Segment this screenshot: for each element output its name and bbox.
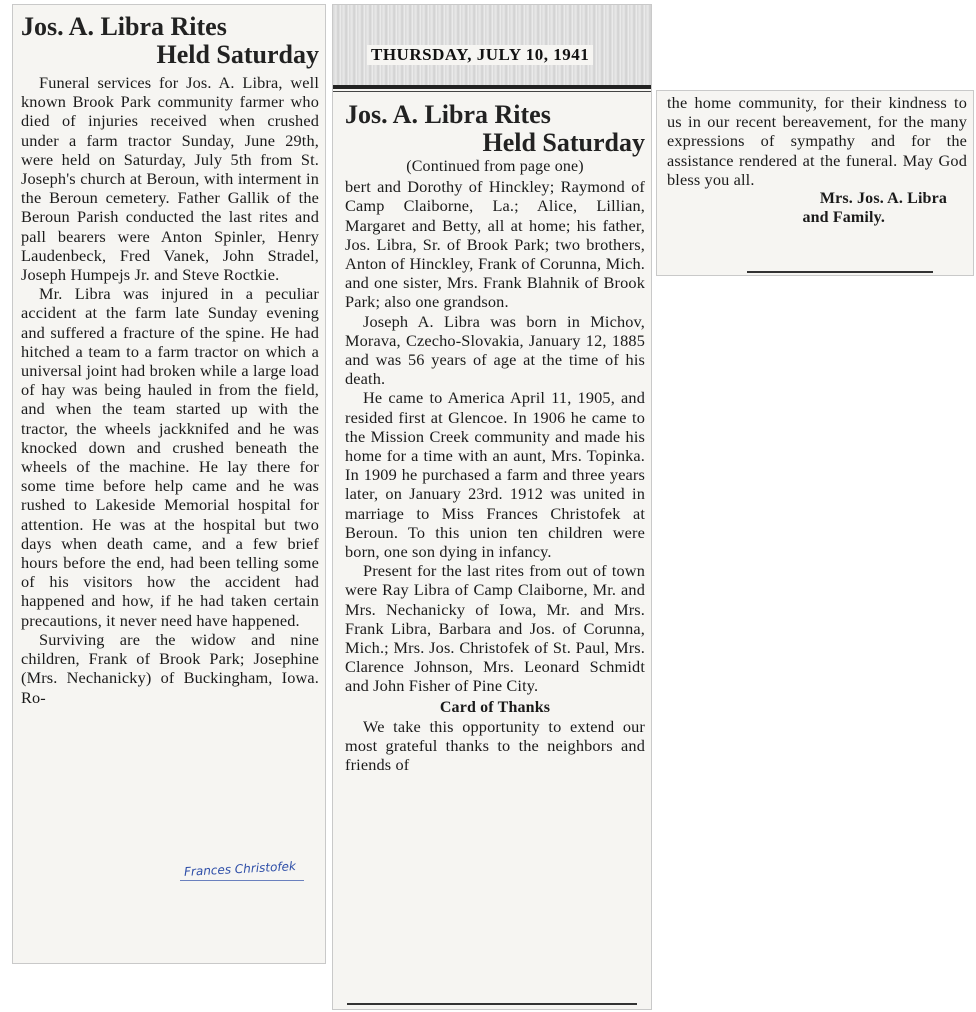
- middle-headline-line2: Held Saturday: [482, 128, 645, 157]
- middle-clipping: [332, 4, 652, 1010]
- middle-paragraph-3: Present for the last rites from out of town were Ray Libra of Camp Claiborne, Mr. and Mrs. Nechanicky of Iowa, Mr. and Mrs. Frank Libra, Barbara and Jos. of Corunna, Mich.; Mrs. Jos. Christofek of St. Paul, Mrs. Clarence Johnson, Mrs. Leonard Schmidt and John Fisher of Pine City.: [345, 561, 645, 696]
- handwritten-annotation: Frances Christofek: [183, 859, 297, 879]
- right-paragraph: the home community, for their kindness to us in our recent bereavement, for the many expressions of sympathy and for the assistance rendered at the funeral. May God bless you all.: [667, 93, 967, 189]
- card-of-thanks-title: Card of Thanks: [439, 698, 551, 716]
- middle-article-body: [333, 157, 651, 775]
- left-paragraph-2: Mr. Libra was injured in a peculiar accident at the farm late Sunday evening and suffered a fracture of the spine. He had hitched a team to a farm tractor on which a universal joint had broken while a large load of hay was being hauled in from the field, and when the team started up with the tractor, the wheels jackknifed and he was knocked down and crushed beneath the wheels of the machine. He lay there for some time before help came and he was rushed to Lakeside Memorial hospital for attention. He was at the hospital but two days when death came, and a few brief hours before the end, had been telling some of his visitors how the accident had happened and how, if he had taken certain precautions, it never need have happened.: [21, 284, 319, 630]
- middle-headline-line1: Jos. A. Libra Rites: [345, 100, 551, 129]
- left-paragraph-3: Surviving are the widow and nine children, Frank of Brook Park; Josephine (Mrs. Nechanicky) of Buckingham, Iowa. Ro-: [21, 629, 319, 707]
- middle-headline: [333, 97, 651, 157]
- right-bottom-rule: [747, 271, 933, 273]
- middle-paragraph-1: Joseph A. Libra was born in Michov, Morava, Czecho-Slovakia, January 12, 1885 and was 56 years of age at the time of his death.: [345, 311, 645, 389]
- right-article-body: [657, 91, 973, 227]
- dateline: THURSDAY, JULY 10, 1941: [367, 45, 593, 65]
- middle-paragraph-cont: bert and Dorothy of Hinckley; Raymond of Camp Claiborne, La.; Alice, Lillian, Margaret and Betty, all at home; his father, Jos. Libra, Sr. of Brook Park; two brothers, Anton of Hinckley, Frank of Corunna, Mich. and one sister, Mrs. Frank Blahnik of Brook Park; also one grandson.: [345, 177, 645, 312]
- left-headline-line2: Held Saturday: [156, 40, 319, 69]
- signature-line1: Mrs. Jos. A. Libra: [819, 190, 947, 208]
- left-article-body: [13, 73, 325, 707]
- right-clipping: [656, 90, 974, 276]
- masthead-rule-thin: [333, 91, 651, 92]
- signature-line2: and Family.: [802, 209, 885, 227]
- card-of-thanks-text: We take this opportunity to extend our most grateful thanks to the neighbors and friends of: [345, 716, 645, 775]
- left-paragraph-1: Funeral services for Jos. A. Libra, well known Brook Park community farmer who died of injuries received when crushed under a farm tractor Sunday, June 29th, were held on Saturday, July 5th from St. Joseph's church at Beroun, with interment in the Beroun cemetery. Father Gallik of the Beroun Parish conducted the last rites and pall bearers were Anton Spinler, Henry Laudenbeck, Fred Vanek, John Stradel, Joseph Humpejs Jr. and Steve Roctkie.: [21, 73, 319, 285]
- middle-paragraph-2: He came to America April 11, 1905, and resided first at Glencoe. In 1906 he came to the Mission Creek community and made his home for a time with an aunt, Mrs. Topinka. In 1909 he purchased a farm and three years later, on January 23rd. 1912 was united in marriage to Miss Frances Christofek at Beroun. To this union ten children were born, one son dying in infancy.: [345, 388, 645, 562]
- continued-note: (Continued from page one): [406, 158, 584, 175]
- middle-bottom-rule: [347, 1003, 637, 1005]
- annotation-underline: [180, 880, 304, 881]
- masthead-rule: [333, 85, 651, 89]
- middle-article: [333, 97, 651, 775]
- signature: [667, 189, 967, 227]
- left-headline-line1: Jos. A. Libra Rites: [21, 12, 227, 41]
- left-clipping: [12, 4, 326, 964]
- left-headline: [13, 5, 325, 73]
